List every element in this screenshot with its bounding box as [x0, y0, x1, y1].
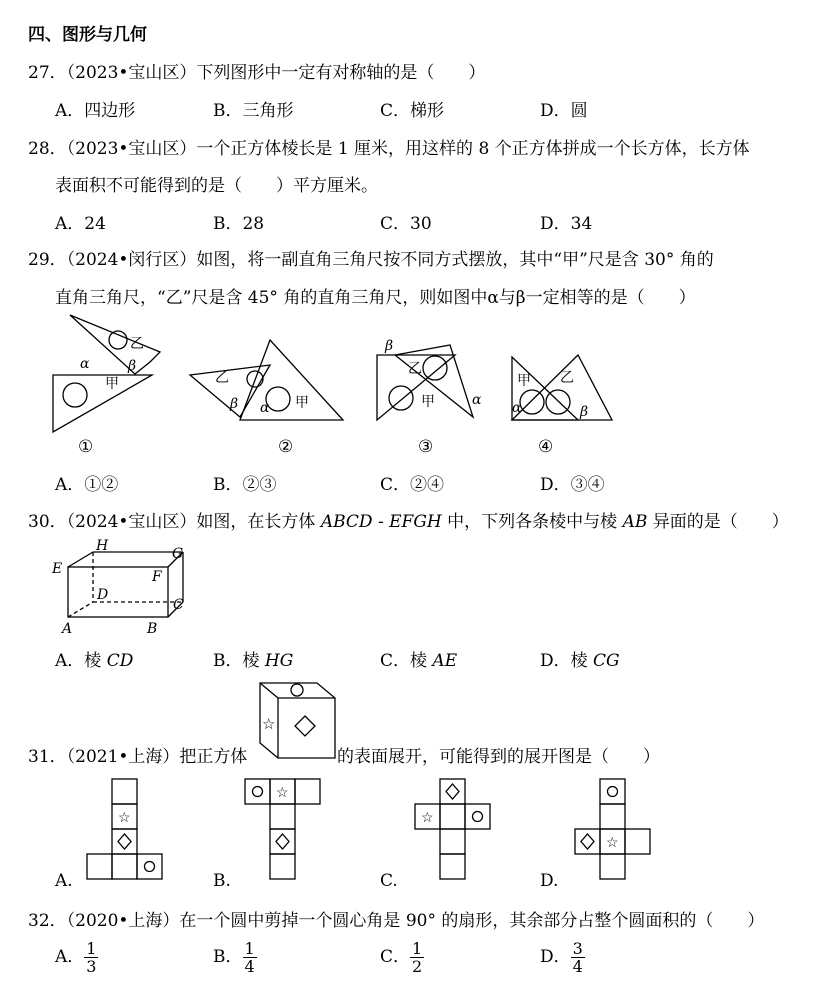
- q31-stem-after: 的表面展开，可能得到的展开图是（ ）: [337, 747, 660, 767]
- label-h: H: [96, 538, 109, 554]
- fig4-beta: β: [580, 404, 589, 420]
- q29-figures: [40, 310, 620, 460]
- net-c-star-icon: ☆: [421, 810, 434, 826]
- q31-cube-figure: [257, 680, 337, 762]
- net-d-star-icon: ☆: [606, 835, 619, 851]
- net-a-star-icon: ☆: [118, 810, 131, 826]
- fig3-yi-label: 乙: [408, 361, 422, 377]
- q31-option-b[interactable]: B.: [213, 871, 231, 891]
- q28-option-c[interactable]: C．30: [380, 214, 432, 234]
- q32-option-c[interactable]: C． $\frac{1}{2}$: [380, 939, 423, 976]
- label-d: D: [97, 587, 109, 603]
- q30-stem: 30．（2024•宝山区）如图，在长方体 ABCD - EFGH 中，下列各条棱中与棱 AB 异面的是（ ）: [28, 512, 789, 532]
- q28-option-d[interactable]: D．34: [540, 214, 593, 234]
- q28-option-a[interactable]: A．24: [55, 214, 106, 234]
- fig1-beta: β: [128, 358, 137, 374]
- q31-stem-before: 31．（2021•上海）把正方体: [28, 747, 248, 767]
- q29-stem-line1: 29．（2024•闵行区）如图，将一副直角三角尺按不同方式摆放，其中“甲”尺是含 30° 角的: [28, 250, 714, 270]
- q28-option-b[interactable]: B．28: [213, 214, 265, 234]
- q30-option-d[interactable]: D．棱 CG: [540, 651, 620, 671]
- q29-option-b[interactable]: B．②③: [213, 475, 277, 495]
- q30-cuboid-figure: [48, 537, 198, 637]
- q30-option-c[interactable]: C．棱 AE: [380, 651, 458, 671]
- fig2-yi-label: 乙: [215, 370, 229, 386]
- q29-option-c[interactable]: C．②④: [380, 475, 445, 495]
- label-c: C: [173, 597, 184, 613]
- fig4-alpha: α: [512, 400, 522, 416]
- q28-stem-line1: 28．（2023•宝山区）一个正方体棱长是 1 厘米，用这样的 8 个正方体拼成一个长方体，长方体: [28, 139, 750, 159]
- fig3-alpha: α: [472, 392, 482, 408]
- q27-stem: 27．（2023•宝山区）下列图形中一定有对称轴的是（ ）: [28, 63, 486, 83]
- fig2-number: ②: [278, 437, 294, 457]
- q32-option-a[interactable]: A． $\frac{1}{3}$: [55, 939, 97, 976]
- net-b-star-icon: ☆: [276, 785, 289, 801]
- fig4-jia-label: 甲: [517, 373, 531, 389]
- fig3-jia-label: 甲: [421, 394, 435, 410]
- q29-option-a[interactable]: A．①②: [55, 475, 119, 495]
- fig2-beta: β: [230, 396, 239, 412]
- label-g: G: [172, 546, 184, 562]
- cube-star-icon: ☆: [262, 715, 276, 733]
- q31-option-c[interactable]: C.: [380, 871, 398, 891]
- fig2-jia-label: 甲: [295, 395, 309, 411]
- fig4-number: ④: [538, 437, 554, 457]
- q32-stem: 32．（2020•上海）在一个圆中剪掉一个圆心角是 90° 的扇形，其余部分占整个圆面积的（ ）: [28, 911, 765, 931]
- fig1-jia-label: 甲: [105, 376, 119, 392]
- section-title: 四、图形与几何: [28, 25, 147, 45]
- label-b: B: [147, 621, 158, 637]
- q30-option-a[interactable]: A．棱 CD: [55, 651, 134, 671]
- label-a: A: [62, 621, 73, 637]
- q28-stem-line2: 表面积不可能得到的是（ ）平方厘米。: [55, 176, 378, 196]
- q27-option-c[interactable]: C．梯形: [380, 101, 445, 121]
- fig1-number: ①: [78, 437, 94, 457]
- fig1-jia-triangle: [53, 375, 152, 432]
- fig2-alpha: α: [260, 400, 270, 416]
- fig4-yi-label: 乙: [560, 370, 574, 386]
- q32-option-b[interactable]: B． $\frac{1}{4}$: [213, 939, 255, 976]
- fig3-beta: β: [385, 338, 394, 354]
- q29-stem-line2: 直角三角尺，“乙”尺是含 45° 角的直角三角尺，则如图中α与β一定相等的是（ ）: [55, 288, 696, 308]
- label-e: E: [52, 561, 63, 577]
- fig3-number: ③: [418, 437, 434, 457]
- q30-option-b[interactable]: B．棱 HG: [213, 651, 294, 671]
- q27-option-b[interactable]: B．三角形: [213, 101, 294, 121]
- fig1-alpha: α: [80, 356, 90, 372]
- label-f: F: [152, 569, 162, 585]
- q27-option-d[interactable]: D．圆: [540, 101, 588, 121]
- q31-option-d[interactable]: D.: [540, 871, 559, 891]
- q27-option-a[interactable]: A．四边形: [55, 101, 136, 121]
- q31-nets: [85, 775, 815, 890]
- q29-option-d[interactable]: D．③④: [540, 475, 605, 495]
- q31-option-a[interactable]: A.: [55, 871, 73, 891]
- fig1-yi-label: 乙: [130, 336, 144, 352]
- q32-option-d[interactable]: D． $\frac{3}{4}$: [540, 939, 583, 976]
